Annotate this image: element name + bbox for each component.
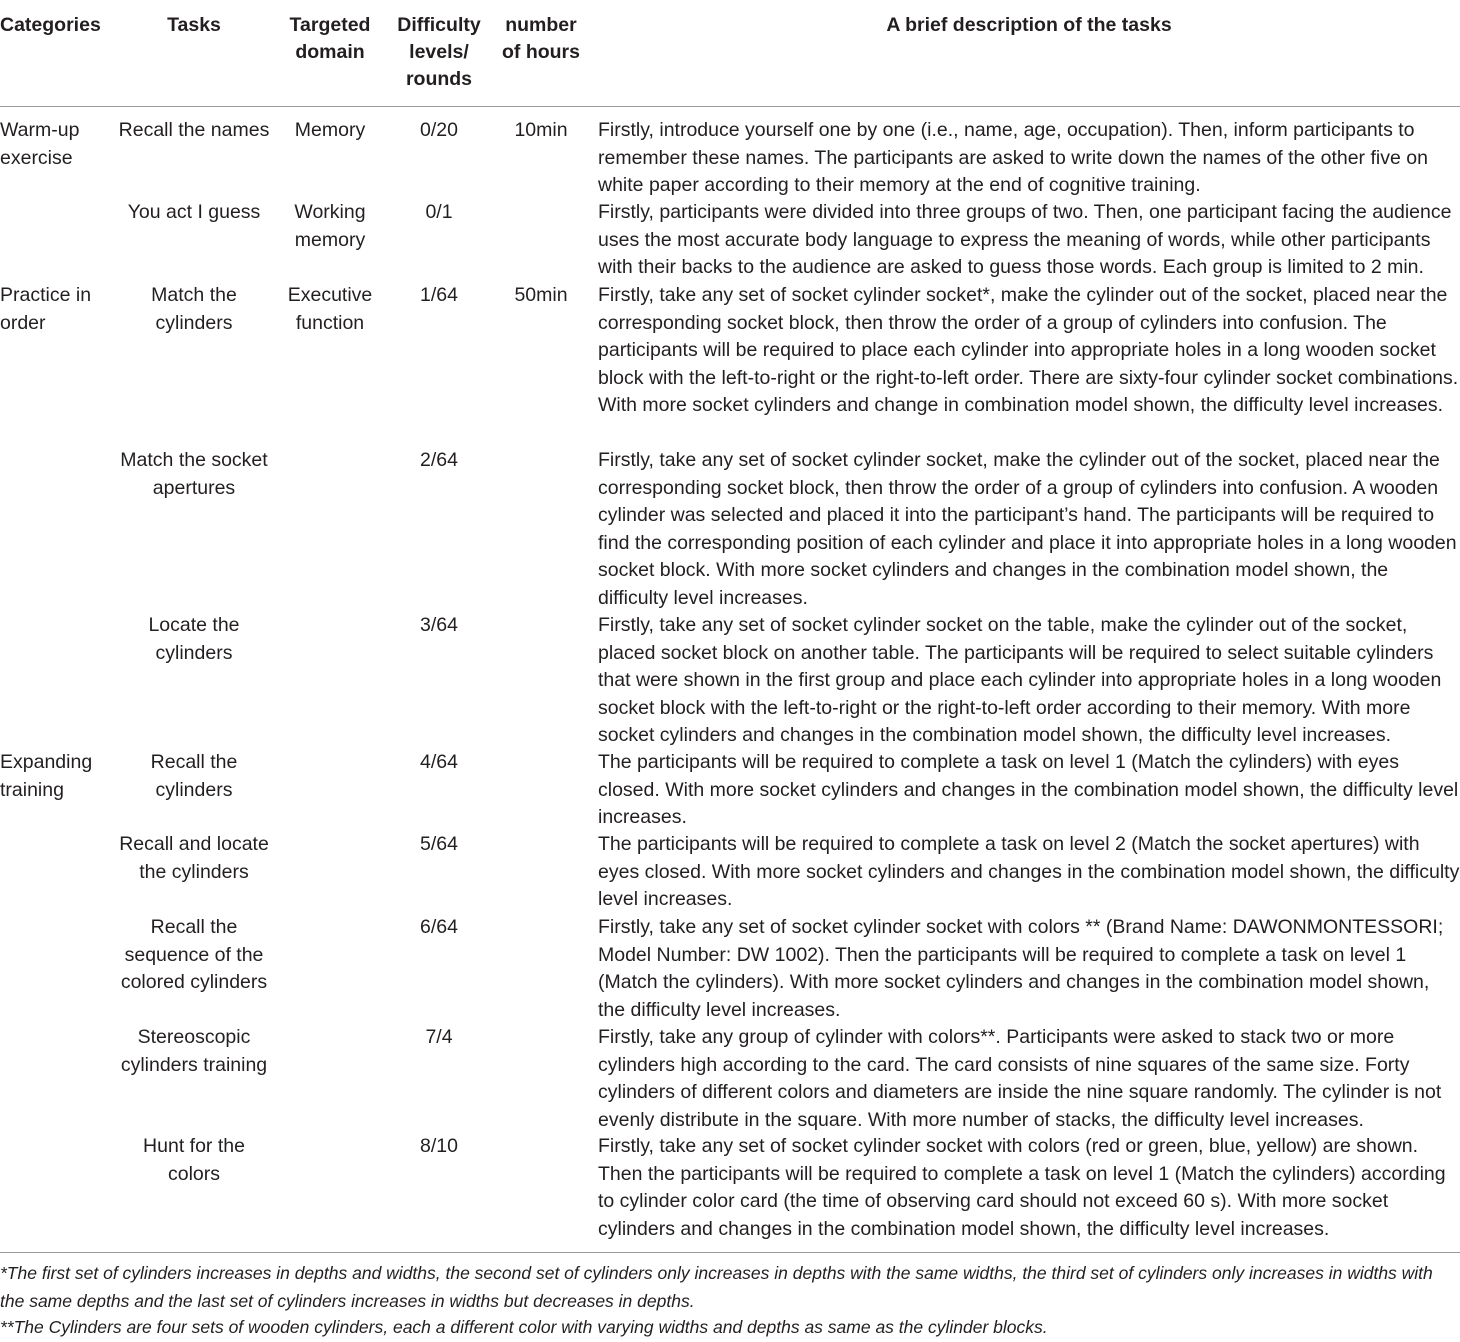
row-category: Practice in order	[0, 284, 92, 334]
row-difficulty: 0/20	[420, 119, 458, 141]
header-hours: number of hours	[502, 14, 580, 63]
header-tasks: Tasks	[167, 14, 221, 36]
row-difficulty: 7/4	[425, 1026, 453, 1048]
row-difficulty: 1/64	[420, 284, 458, 306]
row-description: Firstly, take any group of cylinder with colors**. Participants were asked to stack two or more cylinders high according to the card. The card consists of nine squares of the same size. Forty cylinders of different colors and diameters are inside the nine square randomly. The cylinder is not evenly distribute in the square. With more number of stacks, the difficulty level increases.	[598, 1026, 1442, 1131]
row-task: Recall the names	[118, 119, 270, 141]
row-description: Firstly, introduce yourself one by one (i.e., name, age, occupation). Then, inform participants to remember these names. The participants are asked to write down the names of the other five on white paper according to their memory at the end of cognitive training.	[598, 119, 1428, 196]
row-domain: Working memory	[294, 201, 366, 251]
row-domain: Executive function	[287, 284, 373, 334]
row-task: Recall the cylinders	[150, 751, 238, 801]
row-description: The participants will be required to complete a task on level 1 (Match the cylinders) with eyes closed. With more socket cylinders and changes in the combination model shown, the difficulty level increases.	[598, 751, 1459, 828]
row-task: Locate the cylinders	[148, 614, 240, 664]
row-task: Match the socket apertures	[120, 449, 268, 499]
footnote: *The first set of cylinders increases in depths and widths, the second set of cylinders only increases in depths with the same widths, the third set of cylinders only increases in widths with the same depths and the last set of cylinders increases in widths but decreases in depths.	[0, 1263, 1433, 1311]
row-description: Firstly, participants were divided into three groups of two. Then, one participant facing the audience uses the most accurate body language to express the meaning of words, while other participants with their backs to the audience are asked to guess those words. Each group is limited to 2 min.	[598, 201, 1452, 278]
row-description: Firstly, take any set of socket cylinder socket with colors ** (Brand Name: DAWONMONTESSORI; Model Number: DW 1002). Then the participants will be required to complete a task on level 1 (Match the cylinders). With more socket cylinders and changes in the combination model shown, the difficulty level increases.	[598, 916, 1444, 1021]
row-task: Match the cylinders	[151, 284, 237, 334]
row-task: Recall and locate the cylinders	[119, 833, 269, 883]
row-domain: Memory	[294, 119, 366, 141]
row-description: Firstly, take any set of socket cylinder socket on the table, make the cylinder out of the socket, placed socket block on another table. The participants will be required to select suitable cylinders that were shown in the first group and place each cylinder into appropriate holes in a long wooden socket block with the left-to-right or the right-to-left order according to their memory. With more socket cylinders and changes in the combination model shown, the difficulty level increases.	[598, 614, 1442, 746]
header-categories: Categories	[0, 14, 101, 36]
header-difficulty: Difficulty levels/ rounds	[397, 14, 481, 90]
row-category: Warm-up exercise	[0, 119, 80, 169]
row-task: Recall the sequence of the colored cylinders	[120, 916, 268, 993]
row-task: Hunt for the colors	[143, 1135, 245, 1185]
table-header	[0, 0, 1460, 107]
row-difficulty: 2/64	[420, 449, 458, 471]
row-description: Firstly, take any set of socket cylinder socket with colors (red or green, blue, yellow) are shown. Then the participants will be required to complete a task on level 1 (Match the cylinders) according to cylinder color card (the time of observing card should not exceed 60 s). With more socket cylinders and changes in the combination model shown, the difficulty level increases.	[598, 1135, 1446, 1240]
header-targeted-domain: Targeted domain	[289, 14, 371, 63]
row-hours: 50min	[514, 284, 568, 306]
row-description: The participants will be required to complete a task on level 2 (Match the socket apertures) with eyes closed. With more socket cylinders and changes in the combination model shown, the difficulty level increases.	[598, 833, 1460, 910]
header-description: A brief description of the tasks	[886, 14, 1172, 36]
row-description: Firstly, take any set of socket cylinder socket*, make the cylinder out of the socket, placed near the corresponding socket block, then throw the order of a group of cylinders into confusion. The participants will be required to place each cylinder into appropriate holes in a long wooden socket block with the left-to-right or the right-to-left order. There are sixty-four cylinder socket combinations. With more socket cylinders and change in combination model shown, the difficulty level increases.	[598, 284, 1459, 416]
row-difficulty: 8/10	[420, 1135, 458, 1157]
row-task: You act I guess	[127, 201, 261, 223]
row-difficulty: 6/64	[420, 916, 458, 938]
row-task: Stereoscopic cylinders training	[120, 1026, 268, 1076]
row-category: Expanding training	[0, 751, 93, 801]
row-hours: 10min	[514, 119, 568, 141]
table-bottom-rule	[0, 1252, 1460, 1253]
row-description: Firstly, take any set of socket cylinder socket, make the cylinder out of the socket, placed near the corresponding socket block, then throw the order of a group of cylinders into confusion. A wooden cylinder was selected and placed it into the participant’s hand. The participants will be required to find the corresponding position of each cylinder and place it into appropriate holes in a long wooden socket block. With more socket cylinders and changes in the combination model shown, the difficulty level increases.	[598, 449, 1457, 609]
footnote: **The Cylinders are four sets of wooden cylinders, each a different color with varying widths and depths as same as the cylinder blocks.	[0, 1317, 1048, 1337]
row-difficulty: 4/64	[420, 751, 458, 773]
row-difficulty: 5/64	[420, 833, 458, 855]
row-difficulty: 0/1	[425, 201, 453, 223]
row-difficulty: 3/64	[420, 614, 458, 636]
